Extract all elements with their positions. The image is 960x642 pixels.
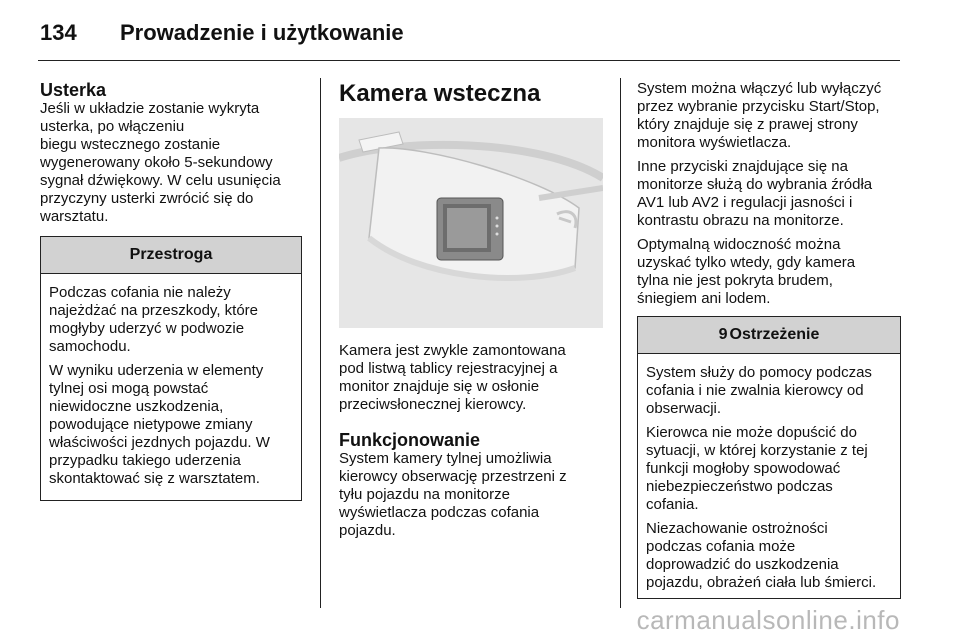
warning-paragraph: System służy do pomocy podczas cofania i nie zwalnia kierowcy od obserwacji. [646, 364, 872, 417]
paragraph-other-buttons: Inne przyciski znajdujące się na monitorze służą do wybrania źródła AV1 lub AV2 i regulacji jasności i kontrastu obrazu na monitorze. [637, 158, 873, 229]
column-divider [320, 78, 321, 608]
warning-header [638, 317, 900, 354]
watermark-text: carmanualsonline.info [636, 605, 900, 635]
paragraph-visibility: Optymalną widoczność można uzyskać tylko wtedy, gdy kamera tylna nie jest pokryta brudem, śniegiem ani lodem. [637, 236, 856, 307]
sun-visor-monitor-illustration [339, 118, 603, 328]
paragraph-start-stop: System można włączyć lub wyłączyć przez wybranie przycisku Start/Stop, który znajduje się z prawej strony monitora wyświetlacza. [637, 80, 882, 151]
section-title-kamera: Kamera wsteczna [339, 80, 541, 107]
caution-title: Przestroga [41, 237, 301, 274]
warning-icon: 9 [718, 326, 728, 343]
section-heading-usterka: Usterka [40, 80, 107, 100]
usterka-text: Jeśli w układzie zostanie wykryta usterka, po włączeniu biegu wstecznego zostanie wygenerowany około 5-sekundowy sygnał dźwiękowy. W celu usunięcia przyczyny usterki zwrócić się do warsztatu. [40, 100, 281, 225]
illustration-caption: Kamera jest zwykle zamontowana pod listwą tablicy rejestracyjnej a monitor znajduje się w osłonie przeciwsłonecznej kierowcy. [339, 342, 566, 413]
column-middle [339, 80, 603, 546]
column-right [637, 80, 901, 599]
caution-box [40, 236, 302, 501]
column-left [40, 80, 302, 501]
caution-paragraph: Podczas cofania nie należy najeżdżać na przeszkody, które mogłyby uderzyć w podwozie samochodu. [49, 284, 258, 355]
visor-illustration-svg [339, 118, 603, 328]
warning-paragraph: Niezachowanie ostrożności podczas cofania może doprowadzić do uszkodzenia pojazdu, obrażeń ciała lub śmierci. [646, 520, 877, 591]
warning-paragraph: Kierowca nie może dopuścić do sytuacji, w której korzystanie z tej funkcji mogłoby spowodować niebezpieczeństwo podczas cofania. [646, 424, 868, 513]
warning-box [637, 316, 901, 599]
column-divider [620, 78, 621, 608]
section-heading-funkcjonowanie: Funkcjonowanie [339, 430, 481, 450]
page-number: 134 [40, 20, 77, 45]
page-title: Prowadzenie i użytkowanie [120, 20, 404, 45]
caution-paragraph: W wyniku uderzenia w elementy tylnej osi mogą powstać niewidoczne uszkodzenia, powodujące nietypowe zmiany właściwości jezdnych pojazdu. W przypadku takiego uderzenia skontaktować się z warsztatem. [49, 362, 270, 487]
header-rule [38, 60, 900, 61]
warning-title: Ostrzeżenie [729, 326, 820, 343]
funkcjonowanie-text: System kamery tylnej umożliwia kierowcy obserwację przestrzeni z tyłu pojazdu na monitorze wyświetlacza podczas cofania pojazdu. [339, 450, 567, 539]
